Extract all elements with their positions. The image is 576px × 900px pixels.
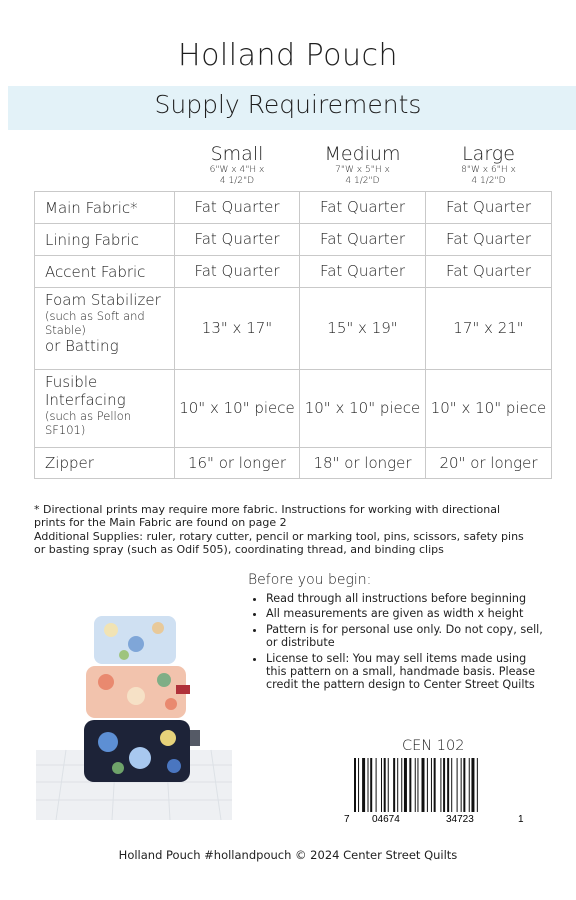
page-footer: Holland Pouch #hollandpouch © 2024 Center Street Quilts bbox=[118, 848, 458, 862]
barcode-bar bbox=[397, 758, 398, 812]
size-dimensions: 6"W x 4"H x bbox=[209, 165, 265, 175]
barcode-group2: 34723 bbox=[446, 814, 474, 825]
size-dimensions: 8"W x 6"H x bbox=[461, 165, 516, 175]
table-cell: 13" x 17" bbox=[175, 288, 300, 370]
page-title: Holland Pouch bbox=[178, 38, 398, 73]
barcode-bar bbox=[427, 758, 428, 812]
product-code: CEN 102 bbox=[402, 738, 465, 754]
table-cell: 10" x 10" piece bbox=[300, 370, 426, 448]
barcode-bar bbox=[362, 758, 365, 812]
table-cell: Fat Quarter bbox=[175, 256, 300, 288]
page-subtitle: Supply Requirements bbox=[154, 90, 422, 119]
row-label-note: (such as Pellon SF101) bbox=[45, 409, 132, 437]
supply-table bbox=[34, 139, 552, 479]
barcode-bar bbox=[409, 758, 411, 812]
size-name: Large bbox=[462, 143, 515, 165]
table-cell: 18" or longer bbox=[300, 448, 426, 479]
size-large bbox=[426, 139, 552, 192]
table-row bbox=[35, 192, 552, 224]
before-you-begin bbox=[248, 572, 548, 694]
directional-note: * Directional prints may require more fabric. Instructions for working with directional prints for the Main Fabric are found on page 2 bbox=[34, 503, 501, 530]
before-list bbox=[248, 592, 548, 692]
table-cell: Fat Quarter bbox=[426, 256, 552, 288]
barcode-bar bbox=[384, 758, 386, 812]
barcode-bar bbox=[451, 758, 452, 812]
barcode-bar bbox=[354, 758, 356, 812]
row-label bbox=[35, 288, 175, 370]
row-label bbox=[35, 370, 175, 448]
barcode bbox=[342, 758, 528, 826]
size-dimensions: 4 1/2"D bbox=[345, 176, 380, 186]
before-heading: Before you begin: bbox=[248, 572, 372, 588]
barcode-bar bbox=[370, 758, 372, 812]
barcode-bar bbox=[463, 758, 465, 812]
additional-supplies: Additional Supplies: ruler, rotary cutter, pencil or marking tool, pins, scissors, safety pins or basting spray (such as Odif 505), coordinating thread, and binding clips bbox=[34, 529, 524, 557]
table-cell: 10" x 10" piece bbox=[426, 370, 552, 448]
table-row bbox=[35, 224, 552, 256]
barcode-bar bbox=[422, 758, 425, 812]
list-item: • All measurements are given as width x height bbox=[266, 607, 548, 620]
barcode-bar bbox=[431, 758, 432, 812]
barcode-bar bbox=[457, 758, 458, 812]
row-label-alt: or Batting bbox=[45, 337, 119, 355]
barcode-bar bbox=[404, 758, 407, 812]
barcode-bar bbox=[440, 758, 441, 812]
size-dimensions: 4 1/2"D bbox=[219, 176, 255, 186]
table-cell: Fat Quarter bbox=[300, 224, 426, 256]
barcode-bar bbox=[434, 758, 436, 812]
barcode-bar bbox=[471, 758, 474, 812]
table-cell: 15" x 19" bbox=[300, 288, 426, 370]
barcode-lead: 7 bbox=[344, 814, 350, 825]
barcode-bar bbox=[447, 758, 449, 812]
table-cell: Fat Quarter bbox=[426, 224, 552, 256]
barcode-bar bbox=[401, 758, 402, 812]
table-cell: 10" x 10" piece bbox=[175, 370, 300, 448]
size-medium bbox=[300, 139, 426, 192]
barcode-bar bbox=[477, 758, 478, 812]
table-cell: 20" or longer bbox=[426, 448, 552, 479]
size-name: Small bbox=[210, 143, 264, 165]
barcode-check: 1 bbox=[518, 814, 524, 825]
barcode-bar bbox=[358, 758, 359, 812]
row-label-main: Foam Stabilizer bbox=[45, 291, 161, 309]
size-dimensions: 4 1/2"D bbox=[471, 176, 506, 186]
table-row bbox=[35, 256, 552, 288]
barcode-bar bbox=[381, 758, 382, 812]
table-cell: Fat Quarter bbox=[300, 192, 426, 224]
barcode-bar bbox=[368, 758, 369, 812]
barcode-bar bbox=[443, 758, 445, 812]
table-cell: 17" x 21" bbox=[426, 288, 552, 370]
list-item: • License to sell: You may sell items made using this pattern on a small, handmade basis. Please credit the pattern design to Center Street Quilts bbox=[266, 652, 548, 692]
table-row bbox=[35, 448, 552, 479]
barcode-bar bbox=[388, 758, 389, 812]
row-label: Zipper bbox=[35, 448, 175, 479]
pouch-stack-photo bbox=[36, 600, 232, 820]
barcode-bar bbox=[376, 758, 377, 812]
size-header-row bbox=[35, 139, 552, 192]
size-name: Medium bbox=[324, 143, 401, 165]
table-cell: Fat Quarter bbox=[426, 192, 552, 224]
row-label: Main Fabric* bbox=[35, 192, 175, 224]
list-item: • Pattern is for personal use only. Do not copy, sell, or distribute bbox=[266, 623, 548, 650]
barcode-group1: 04674 bbox=[372, 814, 400, 825]
row-label: Accent Fabric bbox=[35, 256, 175, 288]
size-dimensions: 7"W x 5"H x bbox=[335, 165, 390, 175]
row-label: Lining Fabric bbox=[35, 224, 175, 256]
list-item: • Read through all instructions before beginning bbox=[266, 592, 548, 605]
table-cell: Fat Quarter bbox=[175, 224, 300, 256]
row-label-note: (such as Soft and Stable) bbox=[45, 309, 145, 337]
table-cell: 16" or longer bbox=[175, 448, 300, 479]
barcode-bar bbox=[415, 758, 416, 812]
barcode-bar bbox=[461, 758, 462, 812]
table-cell: Fat Quarter bbox=[300, 256, 426, 288]
row-label-main: Fusible Interfacing bbox=[45, 373, 126, 409]
barcode-bar bbox=[393, 758, 395, 812]
barcode-bar bbox=[417, 758, 418, 812]
table-row bbox=[35, 288, 552, 370]
barcode-bar bbox=[469, 758, 470, 812]
table-row bbox=[35, 370, 552, 448]
size-small bbox=[175, 139, 300, 192]
table-cell: Fat Quarter bbox=[175, 192, 300, 224]
supply-notes bbox=[34, 503, 534, 557]
